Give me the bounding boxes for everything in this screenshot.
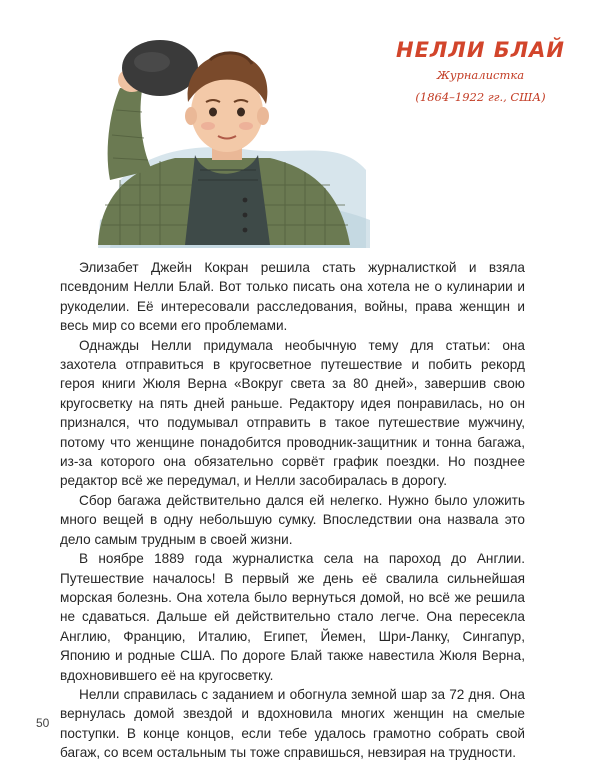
page-number: 50 — [36, 716, 50, 730]
article-body — [60, 258, 525, 763]
portrait-illustration — [80, 30, 370, 248]
person-name: НЕЛЛИ БЛАЙ — [396, 38, 565, 62]
paragraph: В ноябре 1889 года журналистка села на пароход до Англии. Путешествие началось! В первый же день её свалила сильнейшая морская болезнь. Она хотела было вернуться домой, но всё же решила не сдаваться. Дальше ей действительно стало легче. Она пересекла Англию, Францию, Италию, Египет, Йемен, Шри-Ланку, Сингапур, Японию и родные США. По дороге Блай также навестила Жюля Верна, вдохновившего её на кругосветку. — [60, 551, 525, 683]
title-block — [378, 38, 583, 104]
paragraph: Элизабет Джейн Кокран решила стать журналисткой и взяла псевдоним Нелли Блай. Вот только писать она хотела не о кулинарии и рукоделии. Её интересовали расследования, войны, права женщин и весь мир со всеми его проблемами. — [60, 260, 525, 334]
paragraph: Однажды Нелли придумала необычную тему для статьи: она захотела отправиться в кругосветное путешествие и побить рекорд героя книги Жюля Верна «Вокруг света за 80 дней», завершив свою кругосветку на пять дней раньше. Редактору идея понравилась, но он признался, что подумывал отправить в такое путешествие мужчину, потому что женщине понадобится проводник-защитник и тонна багажа, из-за которого она обязательно сорвёт график поездки. Но позднее редактор всё же передумал, и Нелли засобиралась в дорогу. — [60, 337, 525, 489]
profession: Журналистка — [436, 68, 525, 82]
life-years: (1864–1922 гг., США) — [415, 90, 546, 104]
paragraph: Нелли справилась с заданием и обогнула земной шар за 72 дня. Она вернулась домой звездой и вдохновила многих женщин на смелые поступки. В конце концов, если тебе удалось грамотно собрать свой багаж, со всем остальным ты тоже справишься, невзирая на трудности. — [60, 686, 525, 761]
paragraph: Сбор багажа действительно дался ей нелегко. Нужно было уложить много вещей в одну небольшую сумку. Впоследствии она назвала это дело самым трудным в своей жизни. — [60, 492, 525, 547]
